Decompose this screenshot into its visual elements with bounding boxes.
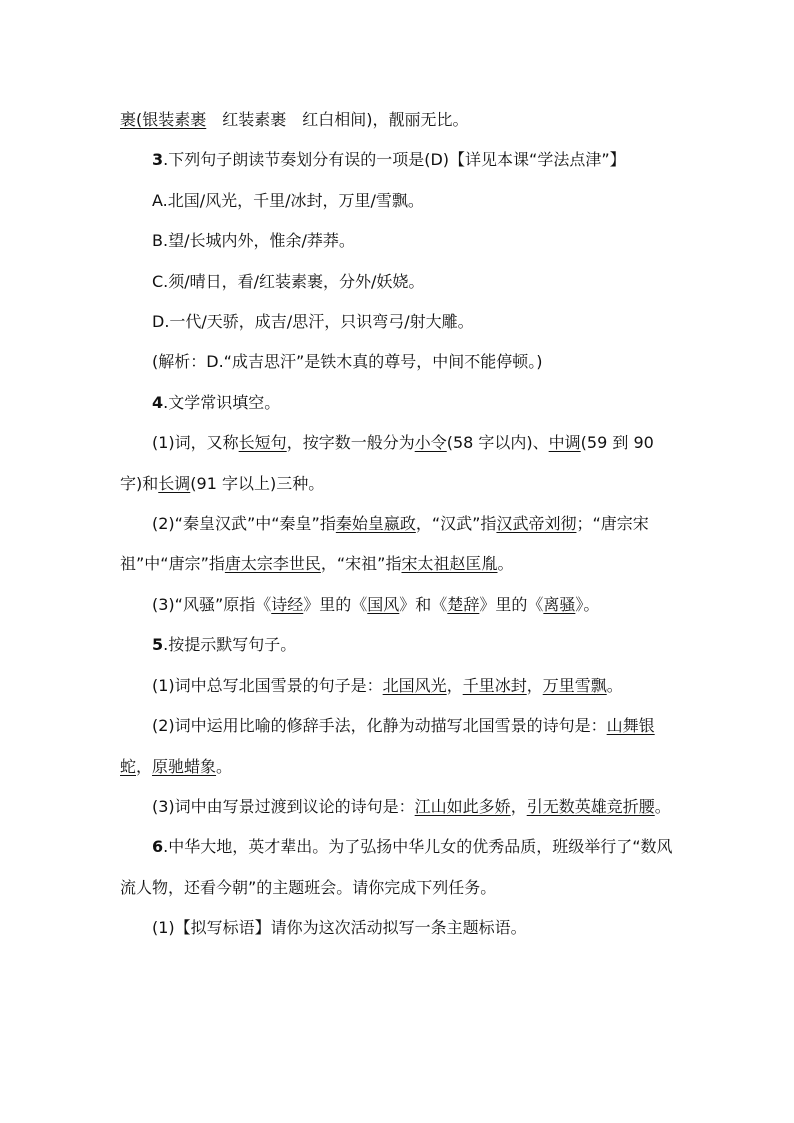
question-6-item-1: (1)【拟写标语】请你为这次活动拟写一条主题标语。 [152, 918, 527, 938]
text-segment: ，按字数一般分为 [286, 433, 415, 453]
text-segment: (1)词中总写北国雪景的句子是： [152, 675, 383, 695]
option-d: D.一代/天骄，成吉/思汗，只识弯弓/射大雕。 [152, 312, 474, 332]
question-4-item-2 [120, 504, 674, 585]
question-number: 6 [152, 837, 164, 857]
underlined-answer: 诗经 [271, 594, 304, 614]
question-4-item-3 [120, 585, 674, 625]
underlined-answer: 引无数英雄竞折腰 [526, 796, 655, 816]
question-number: 3 [152, 150, 164, 170]
answer-line-continuation [120, 100, 674, 140]
text-segment: ，“汉武”指 [415, 514, 497, 534]
underlined-answer: 秦始皇嬴政 [335, 514, 416, 534]
underlined-answer: 裹(银装素裹 [120, 110, 207, 129]
text-segment: 》里的《 [479, 594, 544, 614]
underlined-answer: 离骚 [543, 594, 576, 614]
underlined-answer: 宋太祖赵匡胤 [401, 554, 498, 574]
underlined-answer: 长调 [158, 473, 191, 493]
text-segment: (3)词中由写景过渡到议论的诗句是： [152, 796, 415, 816]
question-text: .下列句子朗读节奏划分有误的一项是(D)【详见本课“学法点津”】 [163, 150, 626, 170]
underlined-answer: 唐太宗李世民 [224, 554, 321, 574]
text-segment: (2)“秦皇汉武”中“秦皇”指 [152, 514, 336, 534]
text-segment: (2)词中运用比喻的修辞手法，化静为动描写北国雪景的诗句是： [152, 716, 607, 736]
option-a: A.北国/风光，千里/冰封，万里/雪飘。 [152, 190, 424, 210]
text-segment: 。 [654, 796, 671, 816]
option-c: C.须/晴日，看/红装素裹，分外/妖娆。 [152, 271, 425, 291]
question-5-item-2 [120, 706, 674, 787]
question-5-item-1 [120, 666, 674, 706]
question-text: .中华大地，英才辈出。为了弘扬中华儿女的优秀品质，班级举行了“数风流人物，还看今朝”的主题班会。请你完成下列任务。 [120, 837, 673, 897]
underlined-answer: 长短句 [238, 433, 287, 453]
text-segment: 。 [497, 554, 514, 574]
underlined-answer: 汉武帝刘彻 [496, 514, 577, 534]
underlined-answer: 原驰蜡象 [152, 756, 217, 776]
question-number: 5 [152, 635, 164, 655]
document-body [120, 100, 674, 949]
underlined-answer: 楚辞 [447, 594, 480, 614]
question-4 [120, 383, 674, 423]
text-segment: 红白相间)，靓丽无比。 [302, 110, 469, 129]
text-segment: 》里的《 [303, 594, 368, 614]
text-segment: (91 字以上)三种。 [190, 473, 325, 493]
text-segment: 。 [606, 675, 623, 695]
question-3 [120, 140, 674, 180]
text-segment: (58 字以内)、 [446, 433, 549, 453]
question-4-item-1 [120, 423, 674, 504]
underlined-answer: 江山如此多娇 [414, 796, 511, 816]
text-segment: ， [446, 675, 463, 695]
question-text: .按提示默写句子。 [163, 635, 297, 655]
question-5-item-3 [120, 787, 674, 827]
text-segment: ， [510, 796, 527, 816]
question-text: .文学常识填空。 [163, 392, 281, 412]
text-segment: ， [136, 756, 153, 776]
text-segment: 。 [216, 756, 233, 776]
question-6 [120, 827, 674, 908]
underlined-answer: 万里雪飘 [542, 675, 607, 695]
analysis-note: (解析：D.“成吉思汗”是铁木真的尊号，中间不能停顿。) [152, 352, 543, 372]
underlined-answer: 山舞银蛇 [120, 716, 655, 776]
text-segment: ；“唐宗宋祖”中“唐宗”指 [120, 514, 649, 574]
text-segment: 》。 [575, 594, 600, 614]
text-segment: (3)“风骚”原指《 [152, 594, 272, 614]
text-segment: 红装素裹 [222, 110, 287, 129]
option-b: B.望/长城内外，惟余/莽莽。 [152, 231, 355, 251]
question-5 [120, 625, 674, 665]
text-segment: ， [526, 675, 543, 695]
question-number: 4 [152, 392, 164, 412]
underlined-answer: 千里冰封 [462, 675, 527, 695]
underlined-answer: 小令 [414, 433, 447, 453]
text-segment: 》和《 [399, 594, 448, 614]
underlined-answer: 中调 [548, 433, 581, 453]
text-segment: (59 到 90 字)和 [120, 433, 654, 493]
underlined-answer: 北国风光 [382, 675, 447, 695]
text-segment: (1)词，又称 [152, 433, 239, 453]
text-segment: ，“宋祖”指 [320, 554, 402, 574]
underlined-answer: 国风 [367, 594, 400, 614]
